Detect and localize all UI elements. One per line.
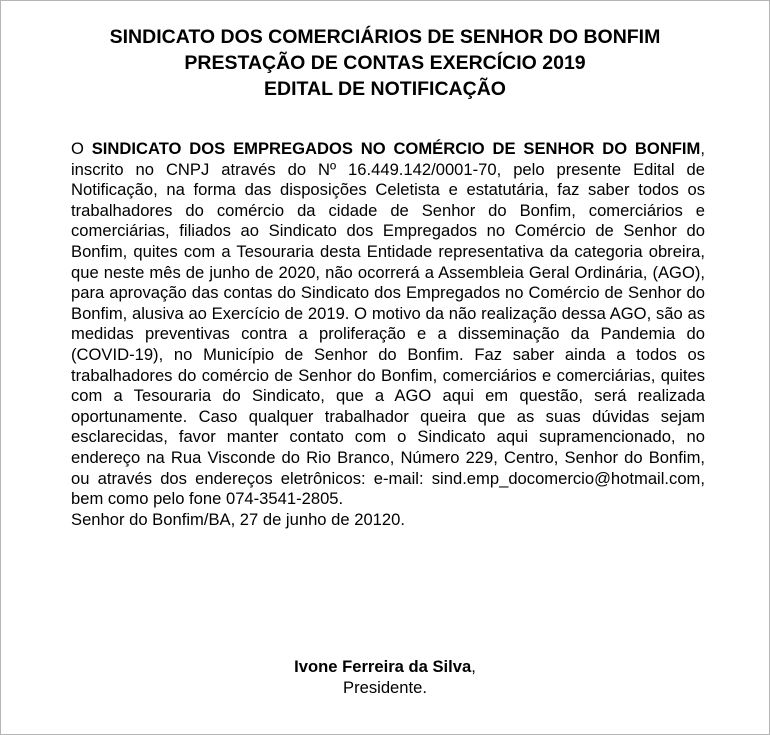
body-prefix: O — [71, 139, 92, 158]
date-line: Senhor do Bonfim/BA, 27 de junho de 20120. — [71, 509, 405, 529]
body-paragraph: , inscrito no CNPJ através do Nº 16.449.142/0001-70, pelo presente Edital de Notificação, na forma das disposições Celetista e estatutária, faz saber todos os trabalhadores do comércio da cidade de Senhor do Bonfim, comerciários e comerciárias, filiados ao Sindicato dos Empregados no Comércio de Senhor do Bonfim, quites com a Tesouraria desta Entidade representativa da categoria obreira, que neste mês de junho de 2020, não ocorrerá a Assembleia Geral Ordinária, (AGO), para aprovação das contas do Sindicato dos Empregados no Comércio de Senhor do Bonfim, alusiva ao Exercício de 2019. O motivo da não realização dessa AGO, são as medidas preventivas contra a proliferação e a disseminação da Pandemia do (COVID-19), no Município de Senhor do Bonfim. Faz saber ainda a todos os trabalhadores do comércio de Senhor do Bonfim, comerciários e comerciárias, quites com a Tesouraria do Sindicato, que a AGO aqui em questão, será realizada oportunamente. Caso qualquer trabalhador queira que as suas dúvidas sejam esclarecidas, favor manter contato com o Sindicato aqui supramencionado, no endereço na Rua Visconde do Rio Branco, Número 229, Centro, Senhor do Bonfim, ou através dos endereços eletrônicos: e-mail: sind.emp_docomercio@hotmail.com, bem como pelo fone 074-3541-2805. — [71, 139, 705, 509]
header-edital-line: EDITAL DE NOTIFICAÇÃO — [264, 78, 506, 100]
signatory-role: Presidente. — [343, 677, 427, 697]
signatory-name: Ivone Ferreira da Silva — [294, 657, 472, 676]
header-title-line: SINDICATO DOS COMERCIÁRIOS DE SENHOR DO BONFIM — [109, 26, 661, 48]
signatory-name-suffix: , — [471, 657, 476, 676]
notice-body — [71, 139, 705, 530]
header-subtitle-line: PRESTAÇÃO DE CONTAS EXERCÍCIO 2019 — [184, 52, 586, 74]
org-name: SINDICATO DOS EMPREGADOS NO COMÉRCIO DE SENHOR DO BONFIM — [91, 139, 701, 158]
document-header — [1, 24, 769, 102]
signature-block — [1, 657, 769, 698]
